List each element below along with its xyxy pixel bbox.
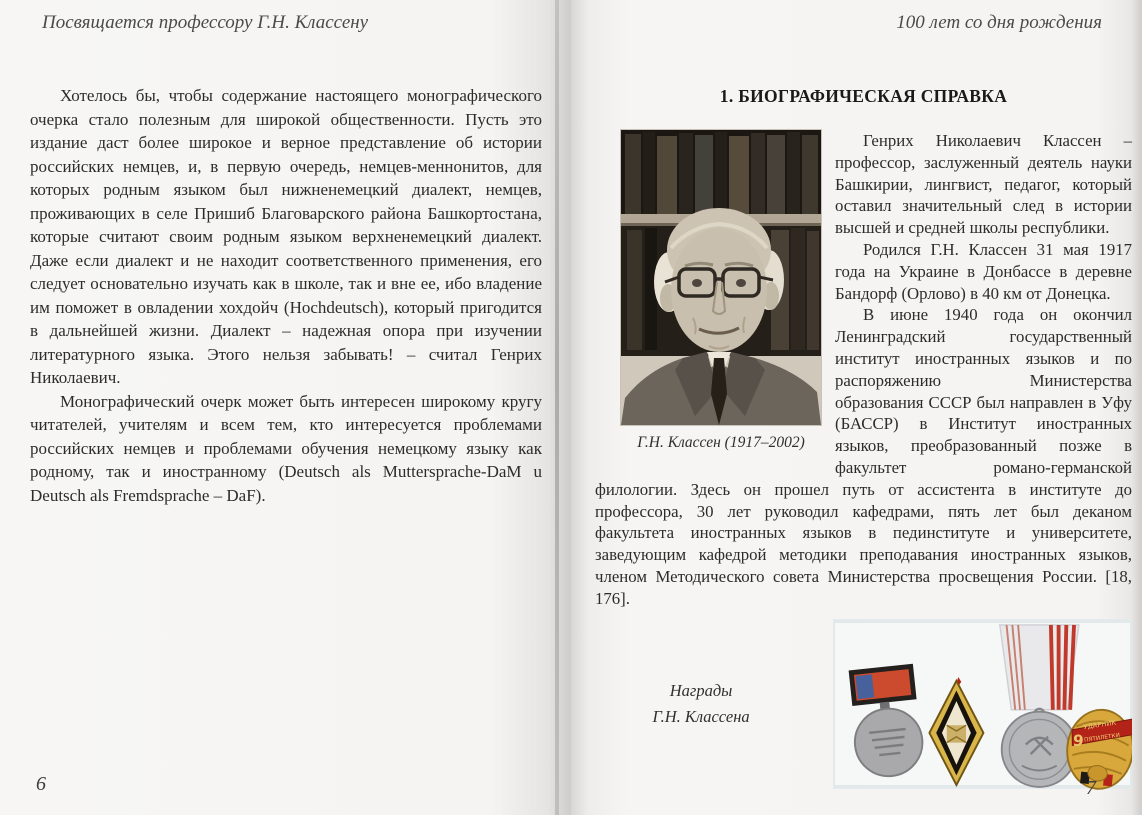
svg-text:ПЯТИЛЕТКИ: ПЯТИЛЕТКИ [1083, 732, 1121, 744]
left-page-text [30, 84, 542, 507]
running-head-right: 100 лет со дня рождения [896, 12, 1102, 33]
awards-figure [595, 618, 1132, 790]
svg-text:УДАРНИК: УДАРНИК [1083, 718, 1117, 731]
paragraph: Хотелось бы, чтобы содержание настоящего монографического очерка стало полезным для широкой общественности. Пусть это издание даст более широкое и верное представление об истории российских немцев, и, в первую очередь, немцев-меннонитов, для которых родным языком был нижненемецкий диалект, немцев, проживающих в селе Пришиб Благоварского района Башкортостана, которые считают своим родным языком верхненемецкий диалект. Даже если диалект и не находит соответственного применения, его следует основательно изучать как в школе, так и вне ее, ибо владение им поможет в овладении хохдойч (Hochdeutsch), который пригодится в дальнейшей жизни. Диалект – надежная опора при изучении литературного языка. Этого нельзя забывать! – считал Генрих Николаевич. [30, 86, 542, 387]
svg-text:9: 9 [1072, 731, 1085, 751]
paragraph: В июне 1940 года он окончил Ленинградский государственный институт иностранных языков и по распоряжению Министерства образования СССР был направлен в Уфу (БАССР) в Институт иностранных языков, преобразованный позже в факультет романо-германской филологии. Здесь он прошел путь от ассистента в институте до профессора, 30 лет руководил кафедрами, пять лет был деканом факультета иностранных языков в пединституте и университете, заведующим кафедрой методики преподавания иностранных языков, членом Методического совета Министерства просвещения России. [18, 176]. [595, 305, 1132, 608]
page-right [571, 0, 1142, 815]
right-page-text [595, 130, 1132, 790]
awards-caption: Награды Г.Н. Классена [652, 680, 750, 726]
page-number-left: 6 [36, 773, 46, 795]
portrait-photo [621, 130, 821, 425]
awards-photo [833, 618, 1132, 790]
page-gutter [555, 0, 559, 815]
paragraph: Родился Г.Н. Классен 31 мая 1917 года на Украине в Донбассе в деревне Бандорф (Орлово) в 40 км от Донецка. [835, 239, 1132, 303]
paragraph: Генрих Николаевич Классен – профессор, заслуженный деятель науки Башкирии, лингвист, педагог, который оставил значительный след в истории высшей и средней школы республики. [835, 131, 1132, 238]
page-number-right: 7 [1086, 777, 1096, 799]
photo-caption: Г.Н. Классен (1917–2002) [637, 434, 805, 451]
portrait-figure [621, 130, 821, 454]
medal-veteran [1000, 624, 1079, 786]
section-title: 1. БИОГРАФИЧЕСКАЯ СПРАВКА [719, 86, 1008, 106]
paragraph: Монографический очерк может быть интересен широкому кругу читателей, учителям и всем тем, кто интересуется проблемами российских немцев и проблемами обучения немецкому языку как родному, так и иностранному (Deutsch als Muttersprache-DaM u Deutsch als Fremdsprache – DaF). [30, 391, 542, 505]
running-head-left: Посвящается профессору Г.Н. Классену [42, 12, 369, 33]
